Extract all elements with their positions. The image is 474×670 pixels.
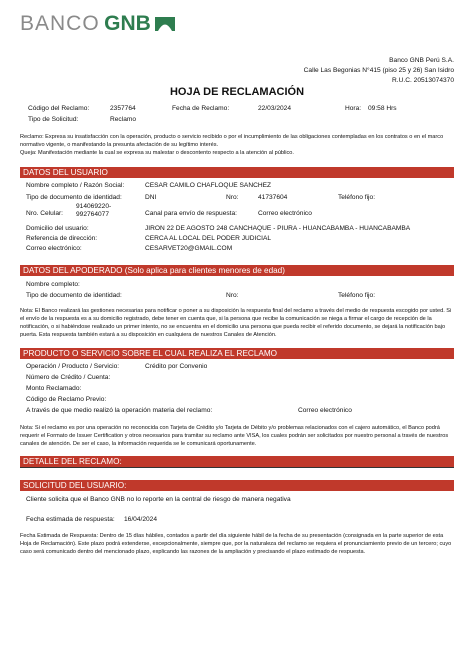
nombre-label: Nombre completo / Razón Social: [26, 182, 125, 189]
nota-apoderado: Nota: El Banco realizará las gestiones necesarias para notificar o poner a su disposición la respuesta final del reclamo a través del medio de respuesta escogido por usted. Si el envío de la respuesta es a su domicilio registrado, debe tener en cuenta que, si la persona que recibe la comunicación se niega a firmar el cargo de recepción de la notificación, o si habiéndose realizado un primer intento, no se encuentra en el domicilio una persona que pueda recibir el referido documento, se dejará la notificación bajo puerta. Esta respuesta también estará a su disposición en cualquiera de nuestros Canales de Atención. [20, 308, 452, 338]
section-detalle-reclamo: DETALLE DEL RECLAMO: [20, 456, 454, 467]
hora-value: 09:58 Hrs [368, 105, 397, 112]
solicitud-texto: Cliente solicita que el Banco GNB no lo reporte en la central de riesgo de manera negativa [26, 496, 291, 503]
definicion-queja: Queja: Manifestación mediante la cual se expresa su malestar o descontento respecto a la atención al público. [20, 150, 294, 156]
medio-label: A través de que medio realizó la operación materia del reclamo: [26, 407, 213, 414]
apoderado-nro-label: Nro: [226, 292, 239, 299]
domicilio-label: Domicilio del usuario: [26, 225, 89, 232]
domicilio-value: JIRON 22 DE AGOSTO 248 CANCHAQUE - PIURA - HUANCABAMBA - HUANCABAMBA [145, 225, 411, 232]
fecha-value: 22/03/2024 [258, 105, 292, 112]
canal-value: Correo electrónico [258, 210, 312, 217]
fecha-label: Fecha de Reclamo: [172, 105, 230, 112]
nombre-value: CESAR CAMILO CHAFLOQUE SANCHEZ [145, 182, 272, 189]
monto-label: Monto Reclamado: [26, 385, 82, 392]
referencia-label: Referencia de dirección: [26, 235, 98, 242]
operacion-value: Crédito por Convenio [145, 363, 208, 370]
definicion-reclamo: Reclamo: Expresa su insatisfacción con la operación, producto o servicio recibido o por el incumplimiento de las obligaciones contempladas en los contratos o en el marco normativo vigente, o manifestando la presunta afectación de su legítimo interés. [20, 134, 444, 148]
correo-value: CESARVET20@GMAIL.COM [145, 245, 233, 252]
bank-address: Calle Las Begonias N°415 (piso 25 y 26) San Isidro [303, 67, 454, 74]
tipo-doc-value: DNI [145, 194, 157, 201]
section-solicitud-usuario: SOLICITUD DEL USUARIO: [20, 480, 454, 491]
operacion-label: Operación / Producto / Servicio: [26, 363, 120, 370]
logo-text-banco: BANCO [20, 12, 100, 35]
detalle-bottom-line [20, 467, 454, 468]
correo-label: Correo electrónico: [26, 245, 82, 252]
codigo-previo-label: Código de Reclamo Previo: [26, 396, 107, 403]
nro-doc-label: Nro: [226, 194, 239, 201]
hora-label: Hora: [345, 105, 362, 112]
section-datos-usuario: DATOS DEL USUARIO [20, 167, 454, 178]
bank-name: Banco GNB Perú S.A. [389, 57, 454, 64]
telefono-label: Teléfono fijo: [338, 194, 376, 201]
bank-ruc: R.U.C. 20513074370 [392, 77, 454, 84]
celular-value: 914069220-992764077 [76, 203, 112, 218]
tipo-solicitud-label: Tipo de Solicitud: [28, 116, 79, 123]
apoderado-tipo-doc-label: Tipo de documento de identidad: [26, 292, 122, 299]
fecha-estimada-value: 16/04/2024 [124, 516, 158, 523]
medio-value: Correo electrónico [298, 407, 352, 414]
canal-label: Canal para envío de respuesta: [145, 210, 238, 217]
nota-producto: Nota: Si el reclamo es por una operación no reconocida con Tarjeta de Crédito y/o Tarjeta de Débito y/o problemas relacionados con el cajero automático, el Banco podrá requerir el Formato de Issuer Certification y otros necesarios para tramitar su reclamo ante VISA, los cuales podrán ser solicitados por nuestro personal a través de nuestros canales de atención. De ser el caso, la información requerida se le comunicará oportunamente. [20, 425, 449, 447]
apoderado-nombre-label: Nombre completo: [26, 281, 80, 288]
section-datos-apoderado: DATOS DEL APODERADO (Solo aplica para clientes menores de edad) [20, 265, 454, 276]
logo-text-gnb: GNB [104, 12, 151, 35]
codigo-value: 2357764 [110, 105, 136, 112]
numero-credito-label: Número de Crédito / Cuenta: [26, 374, 111, 381]
bank-logo [20, 12, 175, 38]
referencia-value: CERCA AL LOCAL DEL PODER JUDICIAL [145, 235, 272, 242]
apoderado-telefono-label: Teléfono fijo: [338, 292, 376, 299]
codigo-label: Código del Reclamo: [28, 105, 90, 112]
section-producto-servicio: PRODUCTO O SERVICIO SOBRE EL CUAL REALIZA EL RECLAMO [20, 348, 454, 359]
nota-fecha-estimada: Fecha Estimada de Respuesta: Dentro de 15 días hábiles, contados a partir del día siguiente hábil de la fecha de su presentación (consignada en la parte superior de esta Hoja de Reclamación). Este plazo podrá extenderse, excepcionalmente, siempre que, por la naturaleza del reclamo se requiera el pronunciamiento previo de un tercero; cuyo caso será comunicado dentro del mencionado plazo, explicando las razones de la ampliación y precisando el plazo estimado de respuesta. [20, 533, 452, 555]
fecha-estimada-label: Fecha estimada de respuesta: [26, 516, 115, 523]
tipo-doc-label: Tipo de documento de identidad: [26, 194, 122, 201]
tipo-solicitud-value: Reclamo [110, 116, 137, 123]
page-title: HOJA DE RECLAMACIÓN [169, 86, 305, 98]
logo-arch-icon [155, 15, 175, 31]
nro-doc-value: 41737604 [258, 194, 288, 201]
celular-label: Nro. Celular: [26, 210, 64, 217]
